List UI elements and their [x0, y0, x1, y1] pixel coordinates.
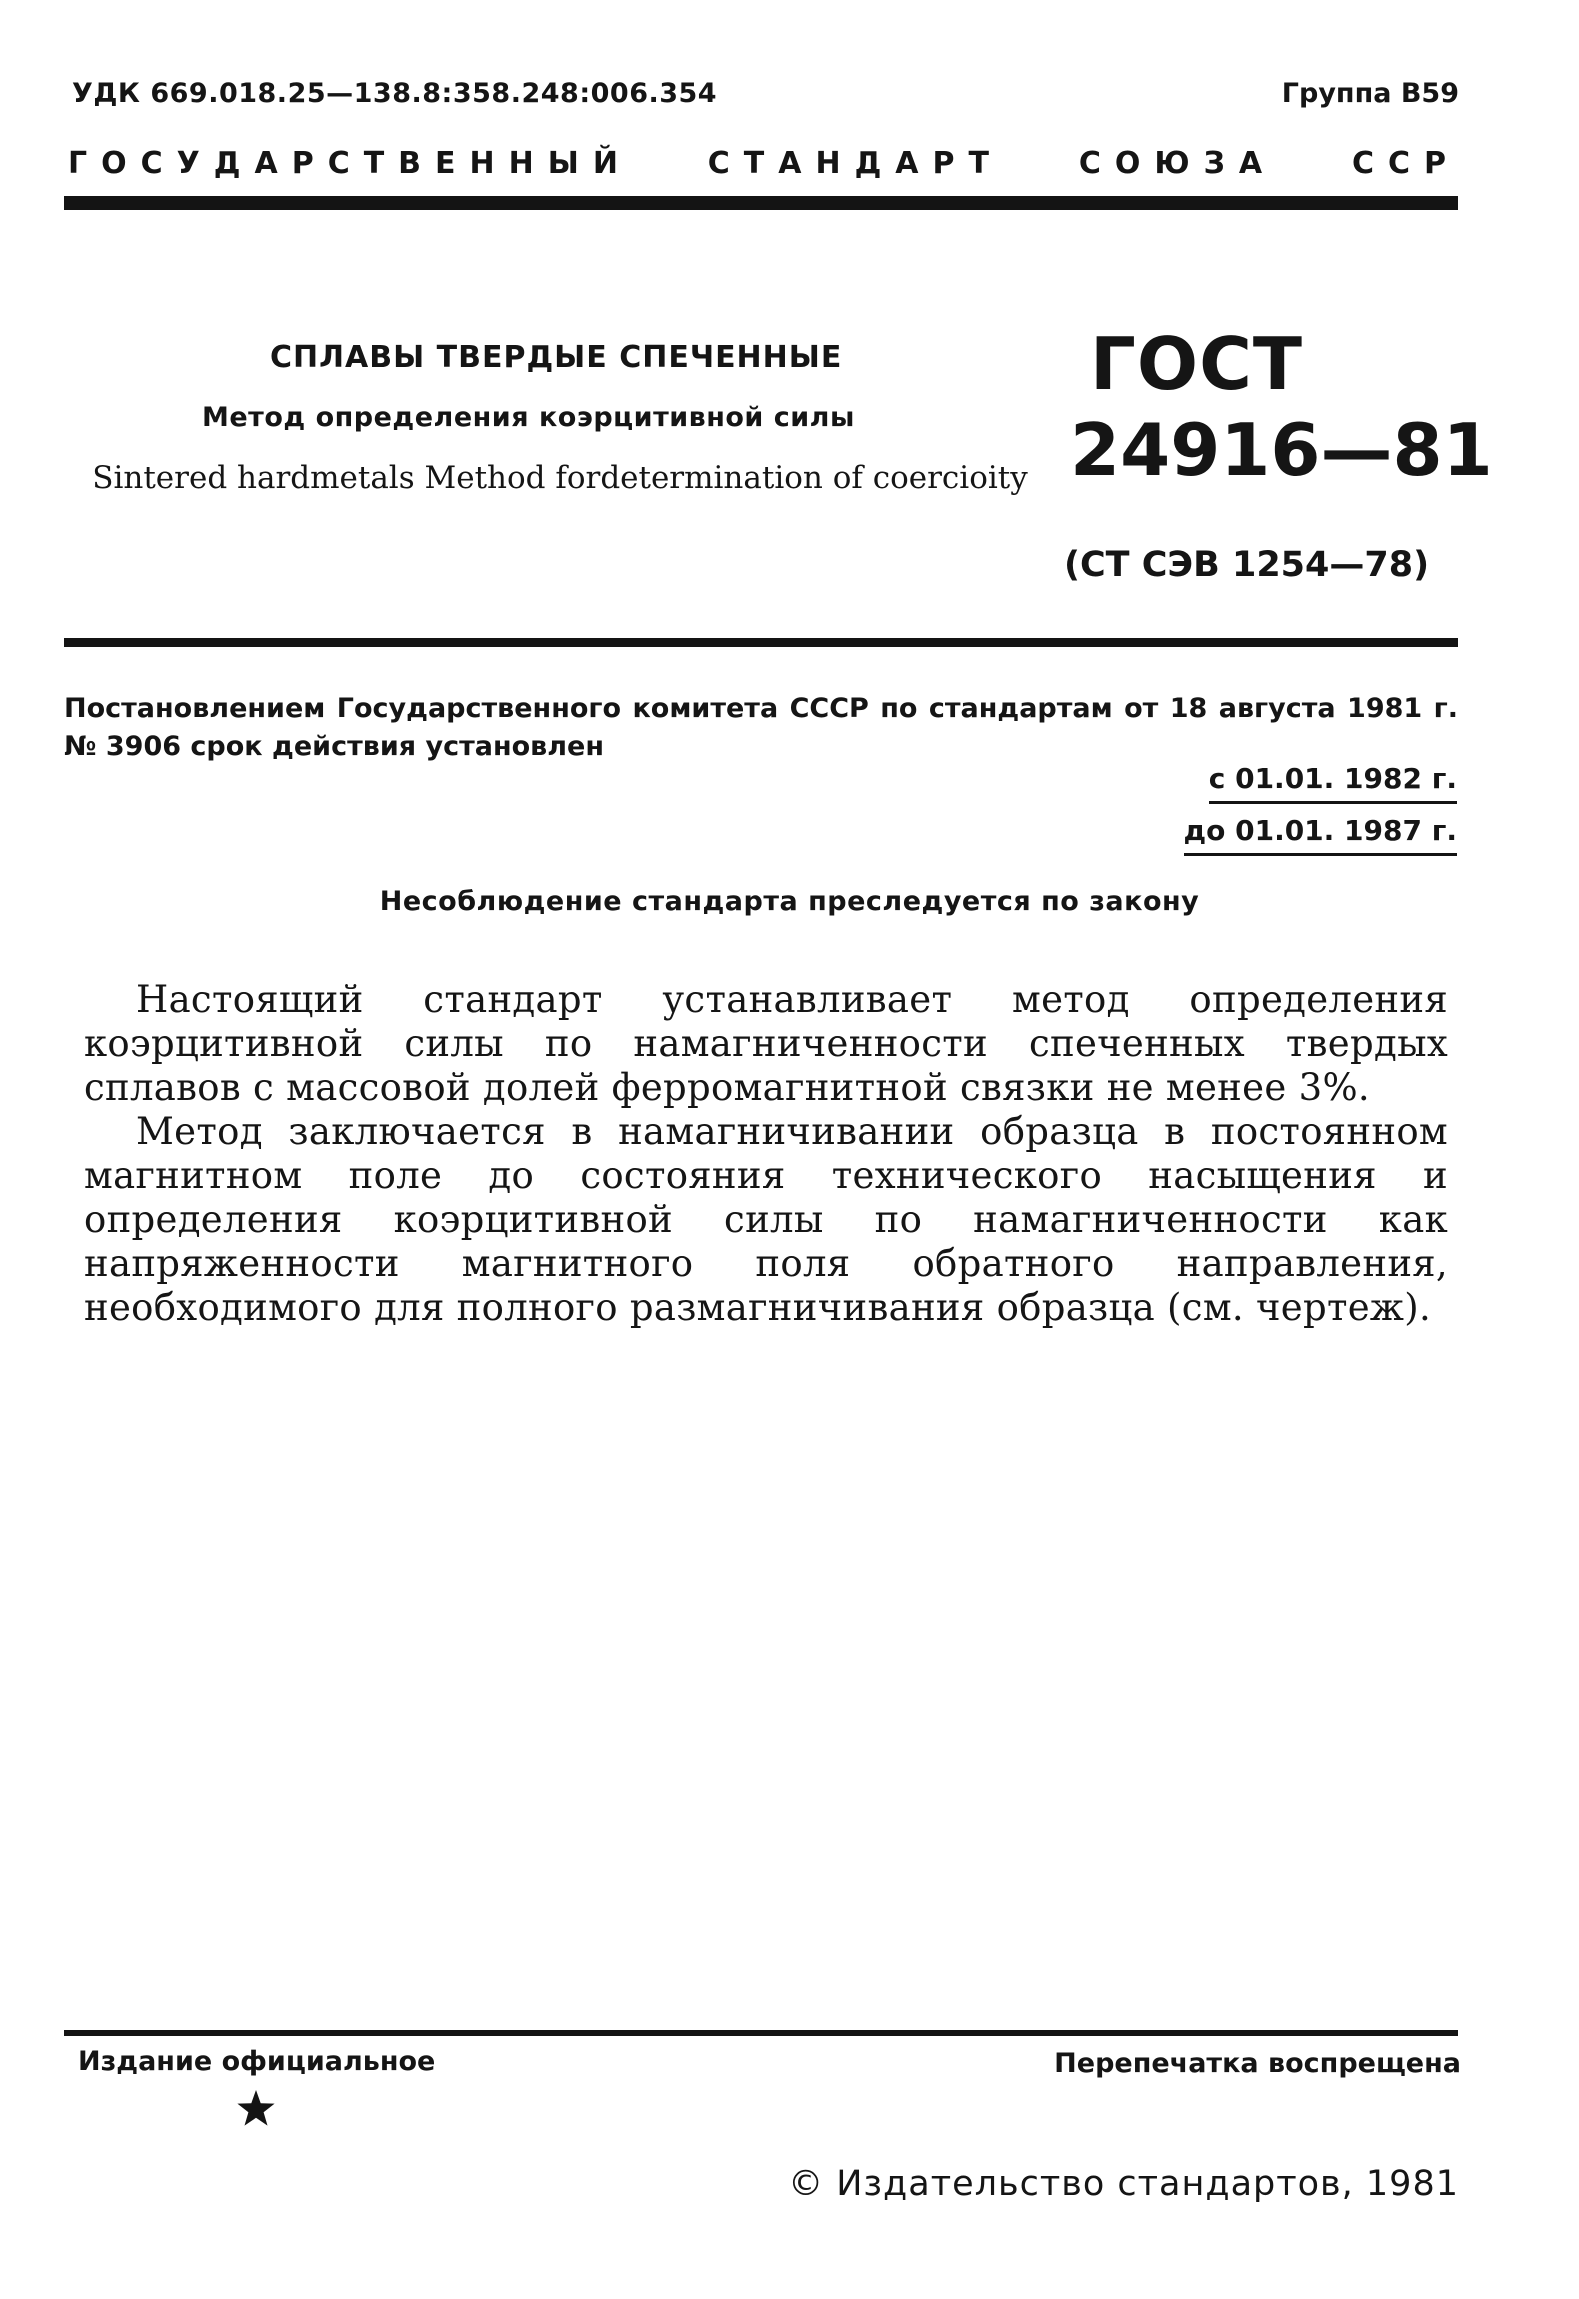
- publisher-copyright: © Издательство стандартов, 1981: [788, 2164, 1459, 2204]
- footer-divider: [64, 2030, 1458, 2036]
- effective-date-to: до 01.01. 1987 г.: [1184, 814, 1458, 856]
- header-divider: [64, 196, 1458, 210]
- legal-warning: Несоблюдение стандарта преследуется по закону: [379, 886, 1200, 917]
- gost-number: 24916—81: [1070, 408, 1493, 492]
- state-standard-word: ГОСУДАРСТВЕННЫЙ: [68, 146, 632, 181]
- body-text: [84, 978, 1448, 1330]
- decree-text: Постановлением Государственного комитета СССР по стандартам от 18 августа 1981 г. № 3906 срок действия установлен: [64, 693, 1458, 762]
- state-standard-word: СОЮЗА: [1078, 146, 1277, 181]
- reprint-prohibited-label: Перепечатка воспрещена: [1054, 2048, 1461, 2079]
- effective-date-from: с 01.01. 1982 г.: [1209, 762, 1457, 804]
- standard-title: СПЛАВЫ ТВЕРДЫЕ СПЕЧЕННЫЕ: [270, 340, 843, 375]
- title-divider: [64, 638, 1458, 647]
- state-standard-word: ССР: [1351, 146, 1460, 181]
- udk-code: УДК 669.018.25—138.8:358.248:006.354: [72, 78, 718, 109]
- group-code: Группа В59: [1281, 78, 1459, 109]
- st-sev-reference: (СТ СЭВ 1254—78): [1064, 545, 1430, 585]
- standard-title-english: Sintered hardmetals Method fordetermination of coercioity: [92, 460, 1028, 496]
- star-icon: [236, 2088, 276, 2128]
- body-paragraph: Настоящий стандарт устанавливает метод определения коэрцитивной силы по намагниченности спеченных твердых сплавов с массовой долей ферромагнитной связки не менее 3%.: [84, 978, 1448, 1109]
- state-standard-word: СТАНДАРТ: [707, 146, 1003, 181]
- standard-subtitle: Метод определения коэрцитивной силы: [202, 402, 855, 433]
- gost-label: ГОСТ: [1090, 322, 1304, 406]
- state-standard-banner: [68, 146, 1460, 181]
- body-paragraph: Метод заключается в намагничивании образца в постоянном магнитном поле до состояния технического насыщения и определения коэрцитивной силы по намагниченности как напряженности магнитного поля обратного направления, необходимого для полного размагничивания образца (см. чертеж).: [84, 1110, 1448, 1329]
- official-edition-label: Издание официальное: [78, 2046, 436, 2077]
